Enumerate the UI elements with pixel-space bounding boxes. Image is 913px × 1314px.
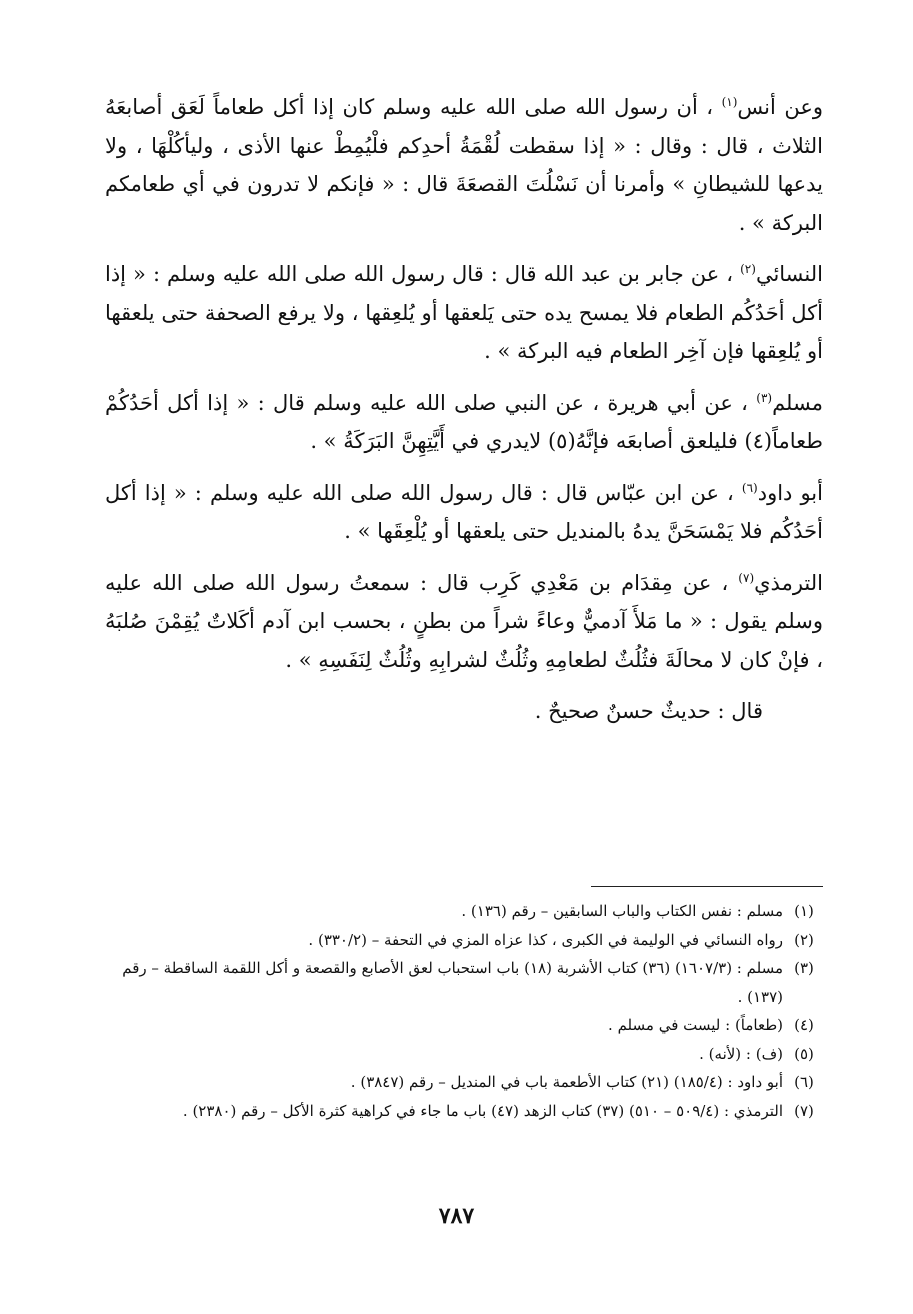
page-number: ٧٨٧ [438, 1203, 475, 1229]
footnote-text: أبو داود : (١٨٥/٤) (٢١) كتاب الأطعمة باب في المنديل – رقم (٣٨٤٧) . [350, 1073, 783, 1091]
footnote-text: الترمذي : (٥٠٩/٤ – ٥١٠) (٣٧) كتاب الزهد (٤٧) باب ما جاء في كراهية كثرة الأكل – رقم (٢٣٨٠) . [182, 1101, 783, 1120]
main-text [105, 88, 823, 744]
footnote-item [105, 1011, 825, 1040]
footnote-divider [591, 886, 823, 887]
hadith-paragraph-abu-dawud [105, 474, 823, 551]
hadith-text: ، أن رسول الله صلى الله عليه وسلم كان إذا أكل طعاماً لَعَق أصابعَهُ الثلاث ، قال : وقال : « إذا سقطت لُقْمَةُ أحدِكم فلْيُمِطْ عنها الأذى ، وليأكُلْهَا ، ولا يدعها للشيطانِ » وأمرنا أن نَسْلُتَ القصعَةَ قال : « فإنكم لا تدرون في أي طعامكم البركة » . [105, 95, 823, 235]
footnote-ref[interactable]: (٧) [738, 570, 755, 585]
hadith-text: ، عن ابن عبّاس قال : قال رسول الله صلى الله عليه وسلم : « إذا أكل أحَدُكُم فلا يَمْسَحَنَّ يدهُ بالمنديل حتى يلعقها أو يُلْعِقَها » . [105, 480, 823, 543]
source-name: النسائي [755, 262, 823, 286]
hadith-paragraph-tirmidhi [105, 564, 823, 680]
footnote-ref[interactable]: (٣) [756, 390, 773, 405]
footnote-item [105, 897, 825, 926]
footnote-number: (٤) [794, 1016, 814, 1034]
footnote-ref[interactable]: (٢) [740, 262, 756, 276]
footnote-number: (٧) [794, 1101, 814, 1120]
source-name: أبو داود [757, 480, 823, 505]
footnotes-list [105, 897, 825, 1125]
footnote-item [105, 954, 825, 1011]
footnote-number: (٦) [794, 1073, 814, 1091]
hadith-paragraph-muslim [105, 384, 823, 461]
footnote-item [105, 1097, 825, 1126]
narrator: وعن أنس [737, 95, 823, 119]
footnote-text: (طعاماً) : ليست في مسلم . [608, 1016, 783, 1034]
hadith-text: ، عن جابر بن عبد الله قال : قال رسول الله صلى الله عليه وسلم : « إذا أكل أحَدُكُم الطعام فلا يمسح يده حتى يَلعقها أو يُلعِقها ، ولا يرفع الصحفة حتى يلعقها أو يُلعِقها فإن آخِر الطعام فيه البركة » . [105, 262, 823, 363]
footnote-item [105, 926, 825, 955]
footnote-number: (١) [794, 902, 814, 920]
hadith-paragraph-anas [105, 88, 823, 242]
footnote-number: (٥) [794, 1044, 814, 1063]
footnote-text: مسلم : (١٦٠٧/٣) (٣٦) كتاب الأشربة (١٨) باب استحباب لعق الأصابع والقصعة و أكل اللقمة الساقطة – رقم (١٣٧) . [122, 959, 783, 1006]
source-name: الترمذي [754, 570, 823, 595]
hadith-text: ، عن مِقدَام بن مَعْدِي كَرِب قال : سمعتُ رسول الله صلى الله عليه وسلم يقول : « ما مَلأَ آدميٌّ وعاءً شراً من بطنٍ ، بحسب ابن آدم أكَلاتٌ يُقِمْنَ صُلبَهُ ، فإنْ كان لا محالَةَ فثُلُثٌ لطعامِهِ وثُلُثٌ لشرابِهِ وثُلُثٌ لِنَفَسِهِ » . [105, 570, 823, 672]
footnote-number: (٢) [794, 930, 814, 949]
grading-verdict: قال : حديثٌ حسنٌ صحيحٌ . [534, 699, 763, 723]
footnote-number: (٣) [794, 959, 814, 977]
hadith-text: ، عن أبي هريرة ، عن النبي صلى الله عليه وسلم قال : « إذا أكل أحَدُكُمْ طعاماً(٤) فليلعق أصابعَه فإنَّهُ(٥) لايدري في أَيَّتِهِنَّ البَرَكَةُ » . [105, 390, 823, 453]
footnote-ref[interactable]: (١) [721, 95, 738, 109]
footnote-text: رواه النسائي في الوليمة في الكبرى ، كذا عزاه المزي في التحفة – (٣٣٠/٢) . [308, 930, 783, 949]
footnote-item [105, 1068, 825, 1097]
footnote-text: (ف) : (لأنه) . [699, 1044, 783, 1063]
footnote-text: مسلم : نفس الكتاب والباب السابقين – رقم (١٣٦) . [461, 902, 783, 920]
footnote-ref[interactable]: (٦) [741, 480, 758, 495]
footnote-item [105, 1040, 825, 1069]
source-name: مسلم [772, 390, 823, 415]
hadith-paragraph-nasai [105, 255, 823, 371]
